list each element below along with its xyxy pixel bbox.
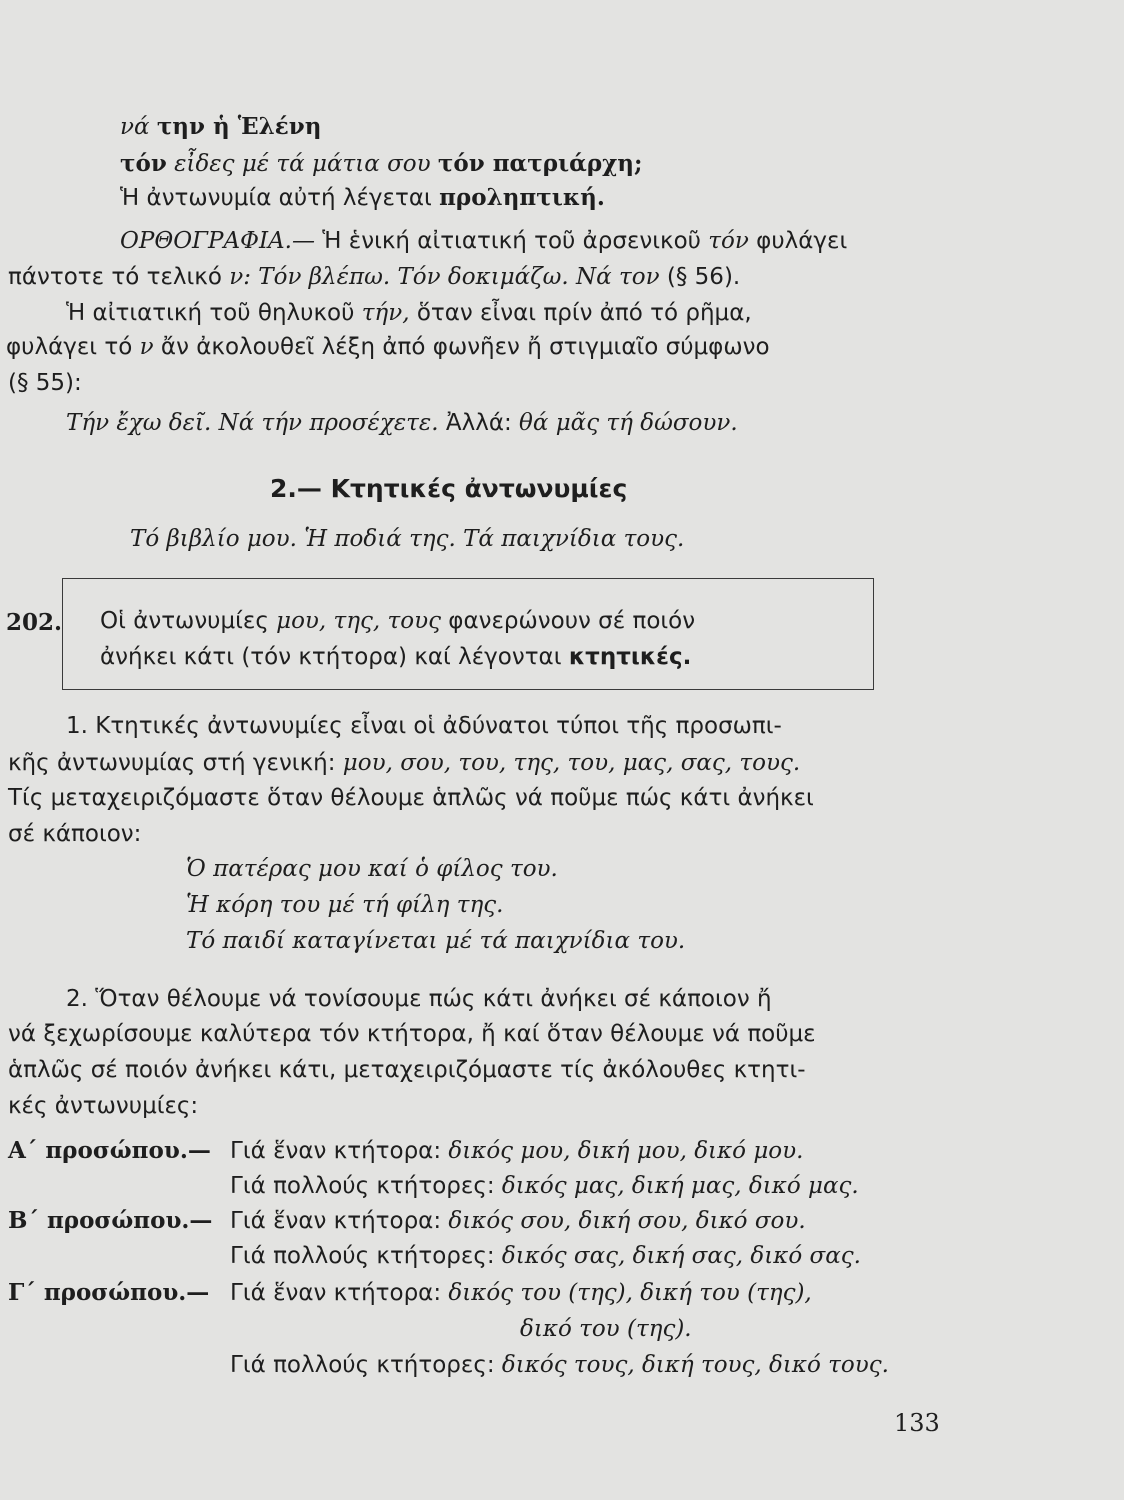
person-label: Β΄ προσώπου.— [8, 1207, 213, 1234]
text-line: (§ 55): [8, 370, 82, 396]
examples-line: Τό βιβλίο μου. Ἡ ποδιά της. Τά παιχνίδια τους. [130, 526, 685, 552]
person-row: Γιά ἕναν κτήτορα: δικός μου, δική μου, δικό μου. [230, 1138, 804, 1164]
text-line: πάντοτε τό τελικό ν: Τόν βλέπω. Τόν δοκιμάζω. Νά τον (§ 56). [8, 264, 741, 290]
person-label: Α΄ προσώπου.— [8, 1137, 211, 1164]
example-line: Ἡ κόρη του μέ τή φίλη της. [186, 892, 504, 918]
person-row: Γιά πολλούς κτήτορες: δικός τους, δική τους, δικό τους. [230, 1352, 889, 1378]
orthography-note: ΟΡΘΟΓΡΑΦΙΑ.— Ἡ ἑνική αἰτιατική τοῦ ἀρσενικοῦ τόν φυλάγει [120, 228, 848, 254]
example-line: Ὁ πατέρας μου καί ὁ φίλος του. [186, 856, 558, 882]
text-line: κῆς ἀντωνυμίας στή γενική: μου, σου, του, της, του, μας, σας, τους. [8, 750, 801, 776]
text-line: Ἡ αἰτιατική τοῦ θηλυκοῦ τήν, ὅταν εἶναι πρίν ἀπό τό ρῆμα, [66, 300, 752, 326]
person-row: Γιά ἕναν κτήτορα: δικός του (της), δική του (της), [230, 1280, 812, 1306]
person-row: Γιά πολλούς κτήτορες: δικός σας, δική σας, δικό σας. [230, 1243, 861, 1269]
definition-line: Οἱ ἀντωνυμίες μου, της, τους φανερώνουν σέ ποιόν [100, 608, 696, 634]
text-line: τόν εἶδες μέ τά μάτια σου τόν πατριάρχη; [120, 150, 643, 177]
person-row: Γιά πολλούς κτήτορες: δικός μας, δική μας, δικό μας. [230, 1173, 859, 1199]
text-line: Τίς μεταχειριζόμαστε ὅταν θέλουμε ἁπλῶς νά ποῦμε πώς κάτι ἀνήκει [8, 785, 814, 811]
person-label: Γ΄ προσώπου.— [8, 1279, 210, 1306]
text-line: 1. Κτητικές ἀντωνυμίες εἶναι οἱ ἀδύνατοι τύποι τῆς προσωπι- [66, 713, 782, 739]
paragraph-number: 202. [6, 609, 63, 636]
text-line: κές ἀντωνυμίες: [8, 1093, 199, 1119]
definition-line: ἀνήκει κάτι (τόν κτήτορα) καί λέγονται κτητικές. [100, 644, 692, 670]
text-line: φυλάγει τό ν ἄν ἀκολουθεῖ λέξη ἀπό φωνῆεν ἤ στιγμιαῖο σύμφωνο [6, 334, 770, 360]
page-number: 133 [894, 1409, 940, 1437]
text-line: νά ξεχωρίσουμε καλύτερα τόν κτήτορα, ἤ καί ὅταν θέλουμε νά ποῦμε [8, 1021, 816, 1047]
text-line: Ἡ ἀντωνυμία αὐτή λέγεται προληπτική. [120, 184, 605, 211]
section-heading: 2.— Κτητικές ἀντωνυμίες [270, 474, 628, 503]
person-row-continuation: δικό του (της). [520, 1316, 692, 1342]
text-line: ἁπλῶς σέ ποιόν ἀνήκει κάτι, μεταχειριζόμαστε τίς ἀκόλουθες κτητι- [8, 1057, 806, 1083]
text-line: 2. Ὅταν θέλουμε νά τονίσουμε πώς κάτι ἀνήκει σέ κάποιον ἤ [66, 986, 772, 1012]
text-line: Τήν ἔχω δεῖ. Νά τήν προσέχετε. Ἀλλά: θά μᾶς τή δώσουν. [66, 410, 738, 436]
person-row: Γιά ἕναν κτήτορα: δικός σου, δική σου, δικό σου. [230, 1208, 806, 1234]
text-line: νά την ἡ Ἑλένη [120, 113, 322, 140]
example-line: Τό παιδί καταγίνεται μέ τά παιχνίδια του. [186, 928, 686, 954]
text-line: σέ κάποιον: [8, 821, 142, 847]
